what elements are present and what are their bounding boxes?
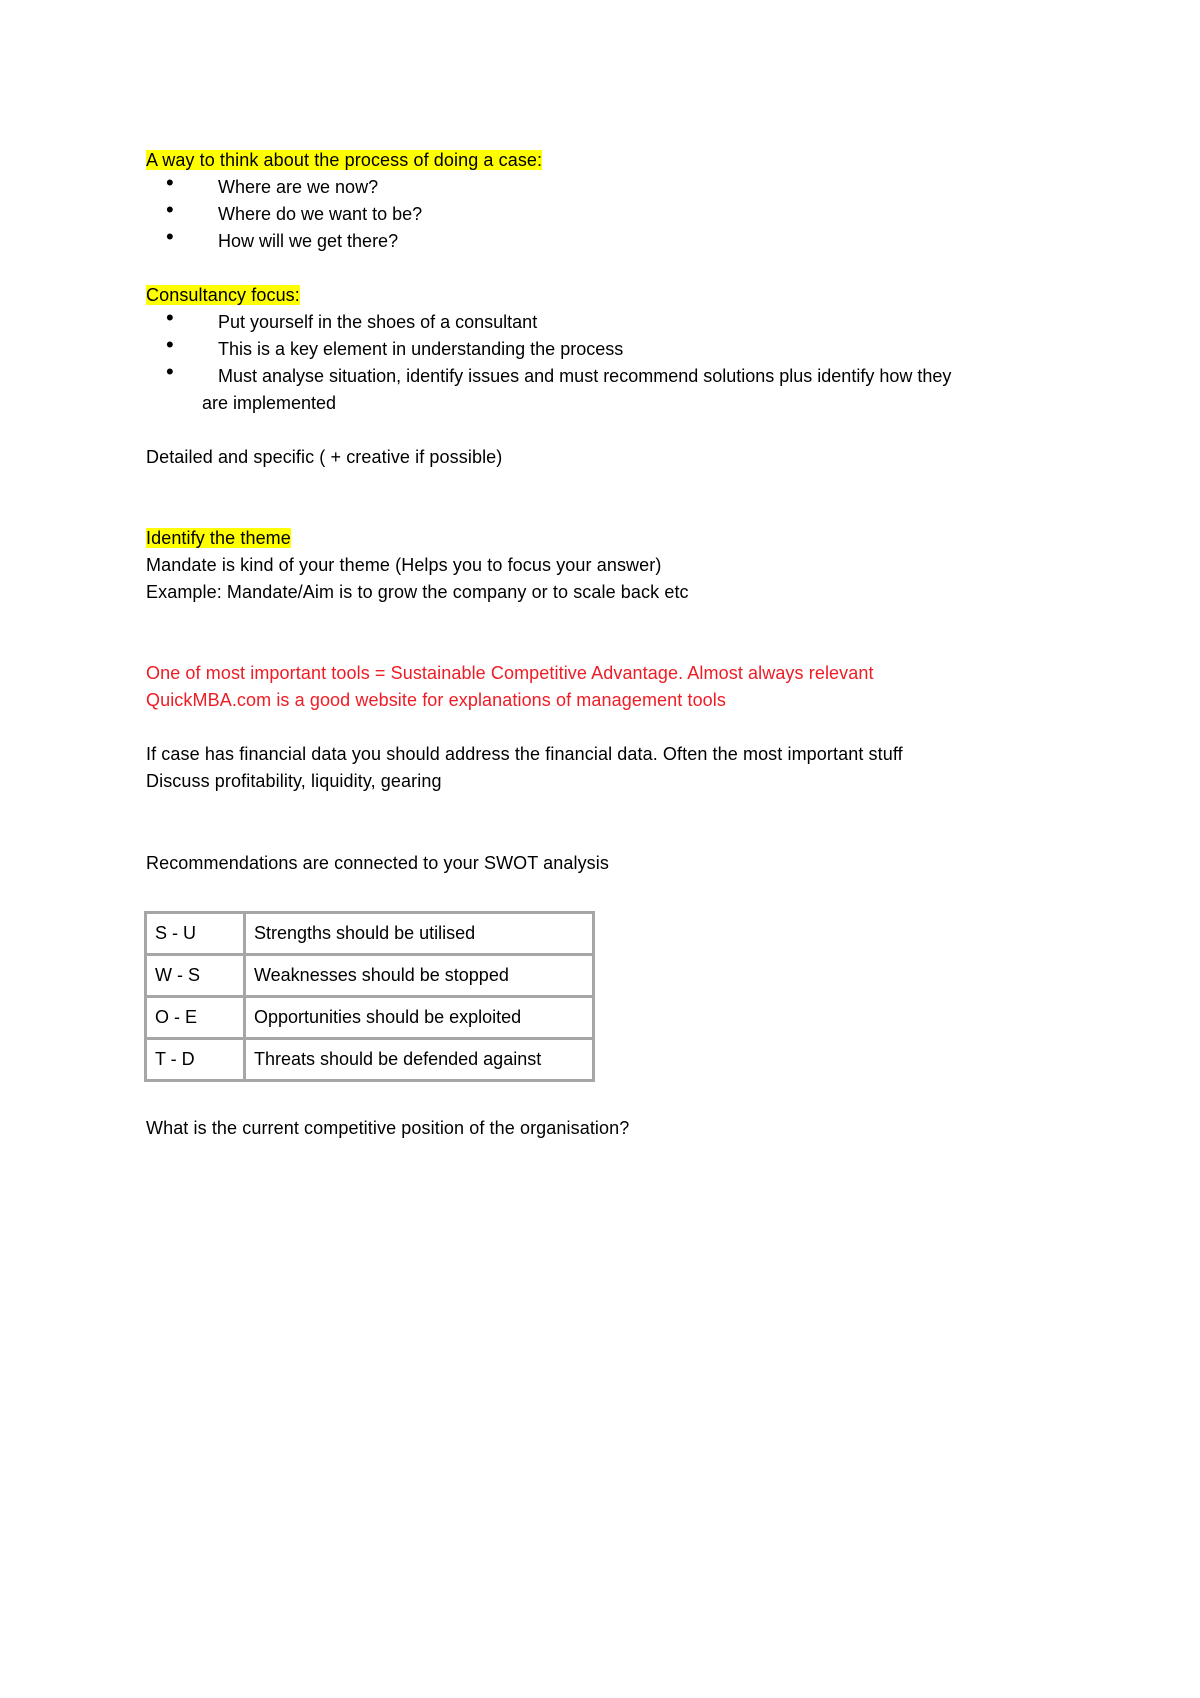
bullet-icon: •: [166, 197, 174, 222]
table-row: [146, 913, 594, 955]
swot-code-cell: W - S: [146, 955, 245, 997]
tools-line-1: One of most important tools = Sustainable Competitive Advantage. Almost always relevant: [146, 663, 874, 683]
swot-code-cell: T - D: [146, 1039, 245, 1081]
recommendations-line: Recommendations are connected to your SWOT analysis: [146, 853, 609, 873]
detailed-line: Detailed and specific ( + creative if possible): [146, 447, 503, 467]
theme-line-1: Mandate is kind of your theme (Helps you to focus your answer): [146, 555, 662, 575]
swot-code-cell: S - U: [146, 913, 245, 955]
section1-bullet-1-text: Where are we now?: [218, 177, 379, 197]
bullet-icon: •: [166, 332, 174, 357]
swot-desc-cell: Opportunities should be exploited: [245, 997, 594, 1039]
section2-bullet-2-text: This is a key element in understanding the process: [218, 339, 624, 359]
theme-heading-text: Identify the theme: [146, 528, 291, 548]
bullet-icon: •: [166, 224, 174, 249]
section1-bullet-3-text: How will we get there?: [218, 231, 399, 251]
swot-code-cell: O - E: [146, 997, 245, 1039]
financial-line-1: If case has financial data you should address the financial data. Often the most important stuff: [146, 744, 903, 764]
table-row: [146, 997, 594, 1039]
swot-desc-cell: Strengths should be utilised: [245, 913, 594, 955]
bullet-icon: •: [166, 305, 174, 330]
section2-bullet-3-text: Must analyse situation, identify issues and must recommend solutions plus identify how they: [218, 366, 952, 386]
tools-line-2: QuickMBA.com is a good website for explanations of management tools: [146, 690, 726, 710]
swot-table: [144, 911, 595, 1082]
swot-desc-cell: Threats should be defended against: [245, 1039, 594, 1081]
swot-desc-cell: Weaknesses should be stopped: [245, 955, 594, 997]
bullet-icon: •: [166, 359, 174, 384]
financial-line-2: Discuss profitability, liquidity, gearing: [146, 771, 442, 791]
section1-bullet-2-text: Where do we want to be?: [218, 204, 423, 224]
section1-heading-text: A way to think about the process of doing a case:: [146, 150, 543, 170]
closing-question: What is the current competitive position of the organisation?: [146, 1118, 630, 1138]
table-row: [146, 1039, 594, 1081]
theme-line-2: Example: Mandate/Aim is to grow the company or to scale back etc: [146, 582, 689, 602]
theme-heading: [146, 525, 291, 552]
section2-bullet-3-continuation: are implemented: [202, 393, 337, 413]
section2-bullet-1-text: Put yourself in the shoes of a consultant: [218, 312, 538, 332]
section2-heading-text: Consultancy focus:: [146, 285, 300, 305]
table-row: [146, 955, 594, 997]
section1-heading: [146, 147, 542, 174]
bullet-icon: •: [166, 170, 174, 195]
